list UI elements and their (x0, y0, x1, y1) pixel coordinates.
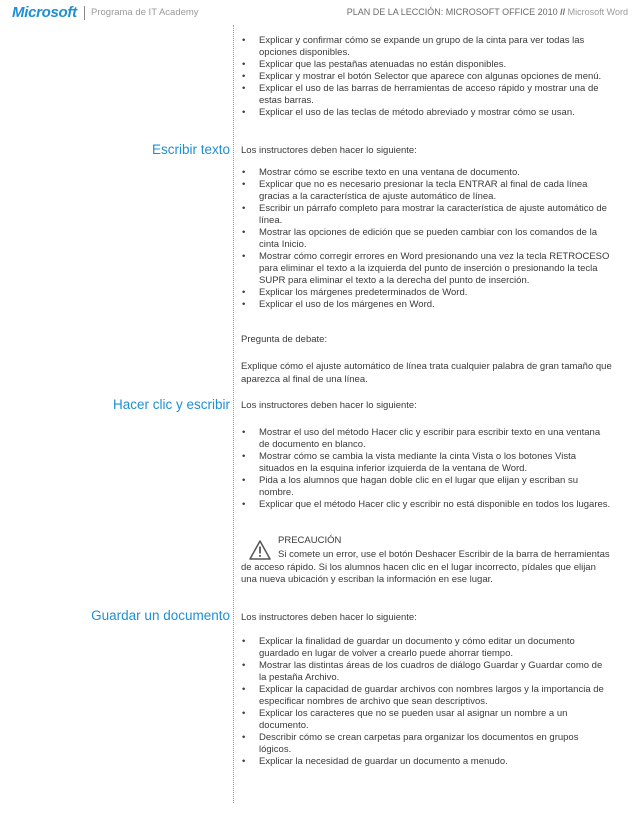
list-item: • Explicar la necesidad de guardar un documento a menudo. (241, 756, 611, 768)
list-item: • Explicar y confirmar cómo se expande un grupo de la cinta para ver todas las opciones disponibles. (241, 35, 611, 59)
escribir-bullet-list (241, 167, 611, 311)
caution-title: PRECAUCIÓN (278, 535, 342, 546)
list-item: • Explicar que las pestañas atenuadas no están disponibles. (241, 59, 611, 71)
guardar-bullet-list (241, 636, 611, 768)
list-item: • Pida a los alumnos que hagan doble clic en el lugar que elijan y escriban su nombre. (241, 475, 611, 499)
list-item: • Explicar y mostrar el botón Selector que aparece con algunas opciones de menú. (241, 71, 611, 83)
lesson-plan-title (347, 7, 628, 17)
title-separator: // (560, 7, 566, 17)
section-title-guardar-un-documento: Guardar un documento (91, 608, 230, 623)
list-item: • Explicar el uso de los márgenes en Word. (241, 299, 611, 311)
program-name: Programa de IT Academy (91, 7, 199, 18)
section-intro: Los instructores deben hacer lo siguiente: (241, 145, 417, 156)
list-item: • Mostrar cómo se cambia la vista mediante la cinta Vista o los botones Vista situados en la esquina inferior izquierda de la ventana de Word. (241, 451, 611, 475)
microsoft-logo: Microsoft (12, 4, 77, 21)
top-bullet-list (241, 35, 611, 119)
list-item: • Explicar que el método Hacer clic y escribir no está disponible en todos los lugares. (241, 499, 611, 511)
header-divider (84, 6, 85, 20)
list-item: • Explicar los caracteres que no se pueden usar al asignar un nombre a un documento. (241, 708, 611, 732)
clic-bullet-list (241, 427, 611, 511)
list-item: • Describir cómo se crean carpetas para organizar los documentos en grupos lógicos. (241, 732, 611, 756)
discussion-question-label: Pregunta de debate: (241, 334, 328, 345)
list-item: • Explicar que no es necesario presionar la tecla ENTRAR al final de cada línea gracias a la característica de ajuste automático de línea. (241, 179, 611, 203)
page-header (12, 5, 630, 21)
list-item: • Mostrar las distintas áreas de los cuadros de diálogo Guardar y Guardar como de la pestaña Archivo. (241, 660, 611, 684)
caution-text: Si comete un error, use el botón Deshacer Escribir de la barra de herramientas de acceso rápido. Si los alumnos hacen clic en el lugar incorrecto, pídales que elijan una nueva ubicación y escriban la información en ese lugar. (241, 549, 610, 585)
product-name: Microsoft Word (567, 7, 628, 17)
list-item: • Explicar el uso de las barras de herramientas de acceso rápido y mostrar una de estas barras. (241, 83, 611, 107)
section-intro: Los instructores deben hacer lo siguiente: (241, 400, 417, 411)
list-item: • Escribir un párrafo completo para mostrar la característica de ajuste automático de línea. (241, 203, 611, 227)
list-item: • Explicar el uso de las teclas de método abreviado y mostrar cómo se usan. (241, 107, 611, 119)
section-intro: Los instructores deben hacer lo siguiente: (241, 612, 417, 623)
section-title-escribir-texto: Escribir texto (151, 142, 230, 157)
column-divider (233, 25, 234, 803)
list-item: • Mostrar el uso del método Hacer clic y escribir para escribir texto en una ventana de documento en blanco. (241, 427, 611, 451)
section-title-hacer-clic-y-escribir: Hacer clic y escribir (112, 397, 230, 412)
list-item: • Mostrar las opciones de edición que se pueden cambiar con los comandos de la cinta Inicio. (241, 227, 611, 251)
list-item: • Explicar los márgenes predeterminados de Word. (241, 287, 611, 299)
list-item: • Mostrar cómo corregir errores en Word presionando una vez la tecla RETROCESO para eliminar el texto a la izquierda del punto de inserción o presionando la tecla SUPR para eliminar el texto a la derecha del punto de inserción. (241, 251, 611, 287)
discussion-question: Explique cómo el ajuste automático de línea trata cualquier palabra de gran tamaño que aparezca al final de una línea. (241, 361, 612, 385)
list-item: • Explicar la finalidad de guardar un documento y cómo editar un documento guardado en lugar de volver a crearlo puede ahorrar tiempo. (241, 636, 611, 660)
plan-label: PLAN DE LA LECCIÓN: MICROSOFT OFFICE 2010 (346, 7, 558, 17)
list-item: • Explicar la capacidad de guardar archivos con nombres largos y la importancia de especificar nombres de archivo que sean descriptivos. (241, 684, 611, 708)
list-item: • Mostrar cómo se escribe texto en una ventana de documento. (241, 167, 611, 179)
